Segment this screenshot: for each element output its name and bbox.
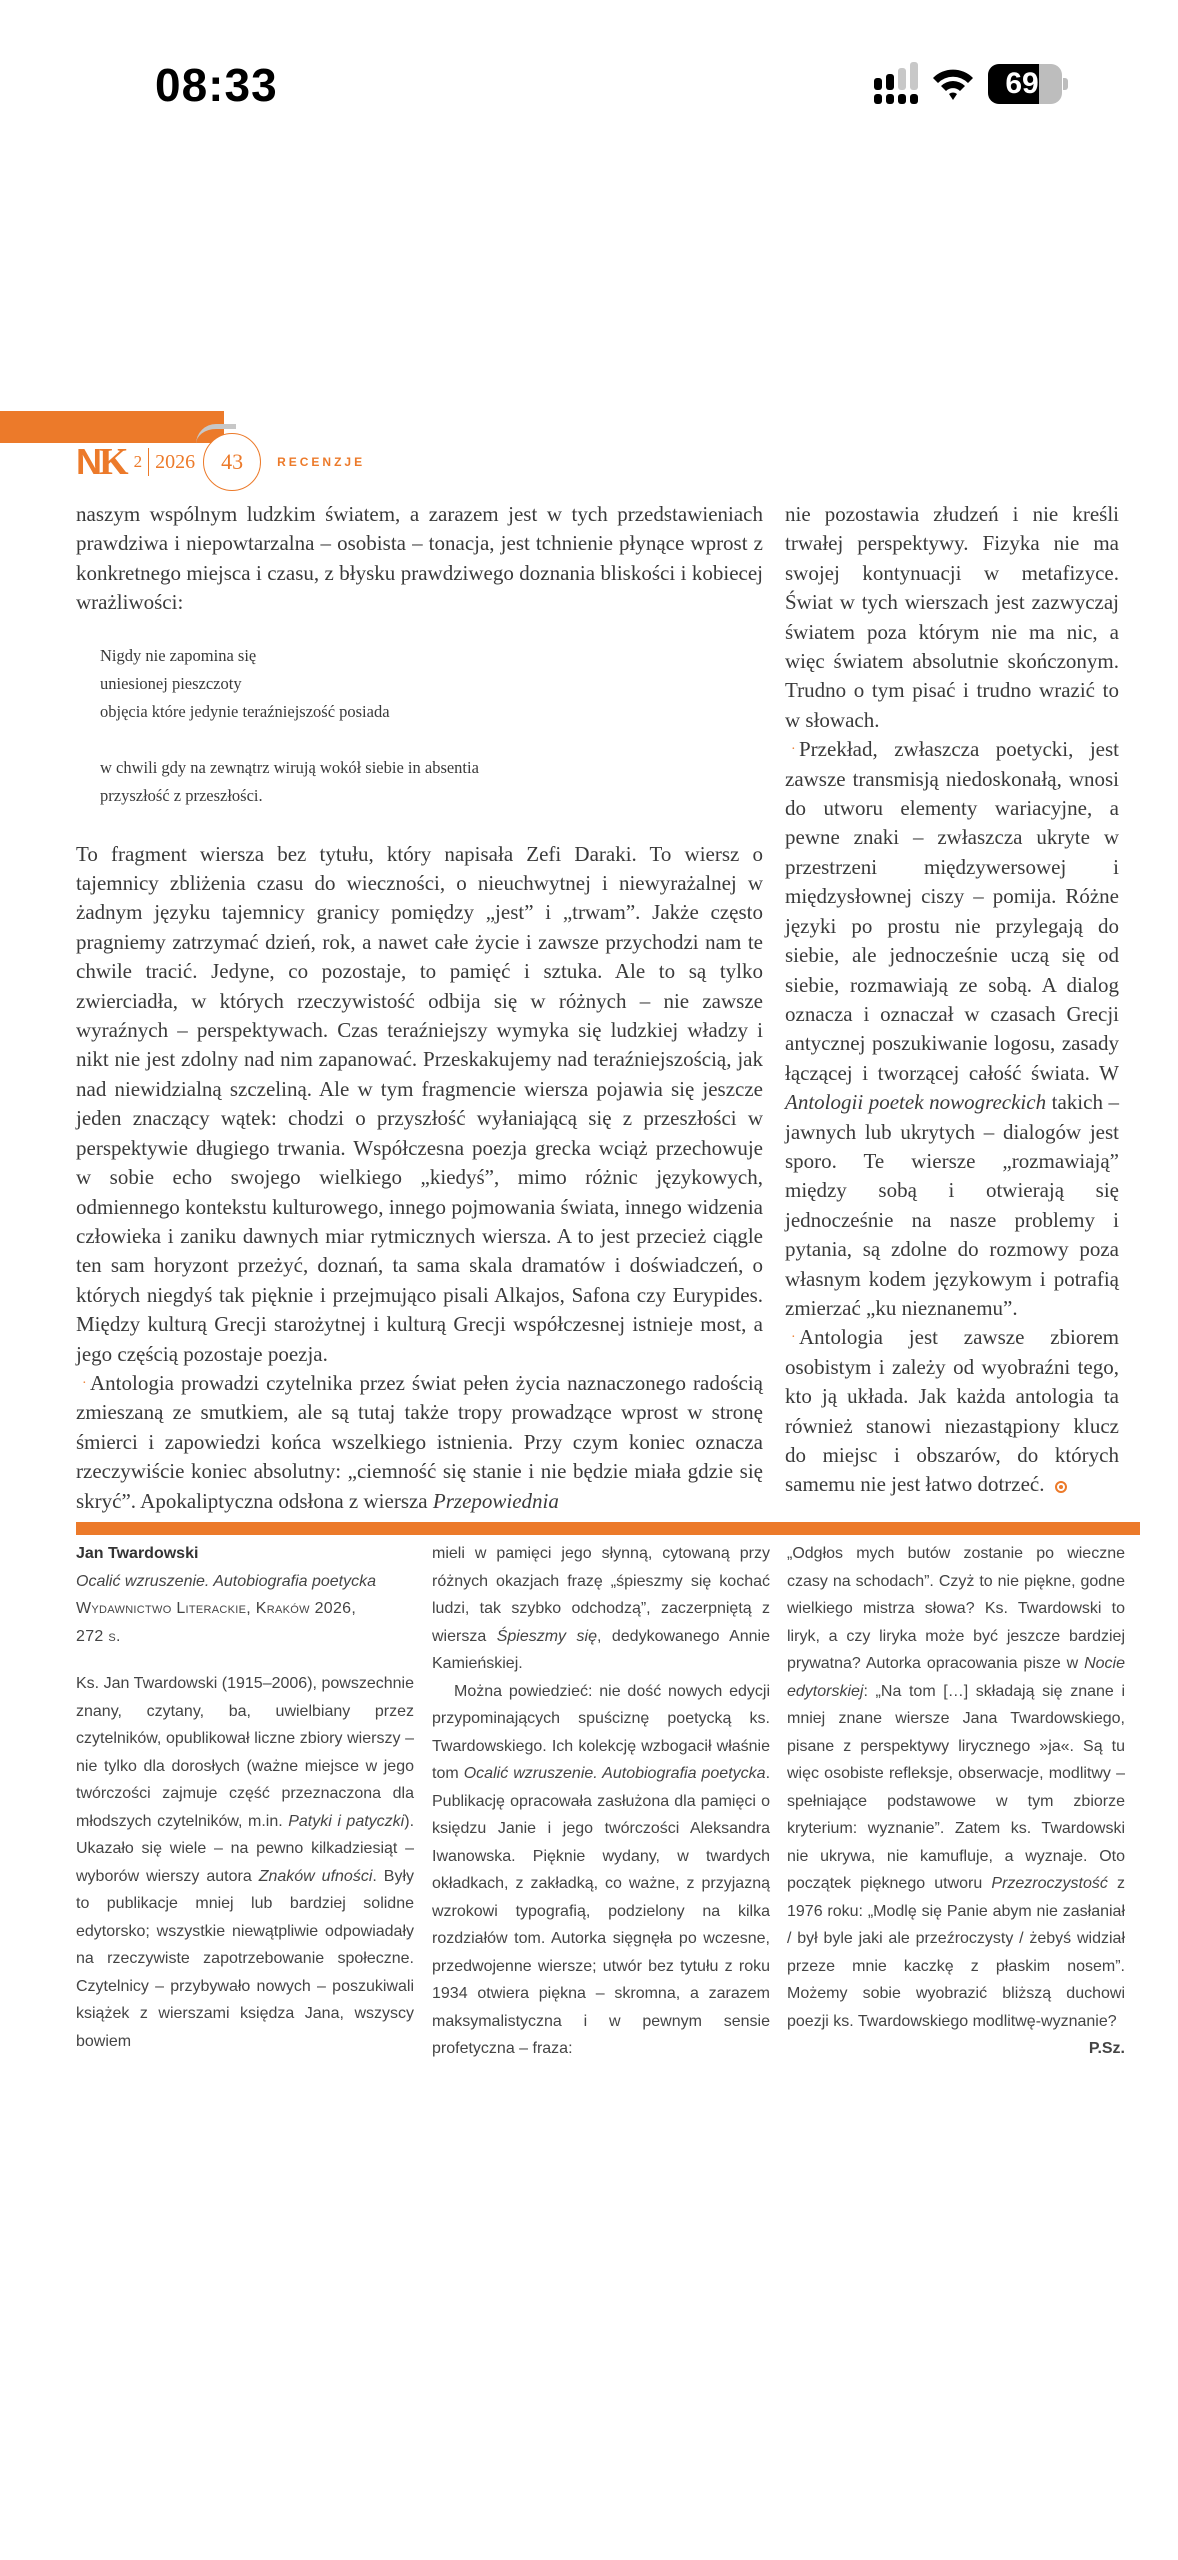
review-pages: 272 s. xyxy=(76,1627,121,1645)
battery-icon xyxy=(988,64,1068,104)
paragraph-marker-icon: · xyxy=(791,1330,796,1346)
poem-quote xyxy=(100,642,763,810)
book-title: Antologii poetek nowogreckich xyxy=(785,1090,1047,1115)
status-bar xyxy=(0,0,1178,170)
review-column-1 xyxy=(76,1540,414,2055)
issue-year: 2026 xyxy=(155,450,196,473)
poem-line: w chwili gdy na zewnątrz wirują wokół siebie in absentia xyxy=(100,757,479,777)
review-column-3 xyxy=(787,1540,1125,2063)
article-paragraph: nie pozostawia złudzeń i nie kreśli trwałej perspektywy. Fizyka nie ma swojej kontynuacji w metafizyce. Świat w tych wierszach jest zazwyczaj światem poza którym nie ma nic, a więc światem absolutnie skończonym. Trudno o tym pisać i trudno wrazić to w słowach. xyxy=(785,502,1119,732)
status-time: 08:33 xyxy=(155,59,278,111)
end-of-article-icon xyxy=(1055,1481,1067,1493)
review-paragraph: Można powiedzieć: nie dość nowych edycji przypominających spuściznę poetycką ks. Twardowskiego. Ich kolekcję wzbogacił właśnie tom Ocalić wzruszenie. Autobiografia poetycka. Publikację opracowała zasłużona dla pamięci o księdzu Janie i jego twórczości Aleksandra Iwanowska. Pięknie wydany, w twardych okładkach, z zakładką, co ważne, z przyjazną wzrokowi typografią, podzielony na kilka rozdziałów tom. Autorka sięgnęła po wczesne, przedwojenne wiersze; utwór bez tytułu z roku 1934 otwiera piękna – skromna, a zarazem maksymalistyczna i w pewnym sensie profetyczna – fraza: xyxy=(432,1682,771,2057)
article-paragraph: · Przekład, zwłaszcza poetycki, jest zawsze transmisją niedoskonałą, wnosi do utworu elementy wariacyjne, a pewne znaki – zwłaszcza ukryte w przestrzeni międzywersowej i międzysłownej ciszy – pomija. Różne języki po prostu nie przylegają do siebie, ale jednocześnie uczą się od siebie, rozmawiają ze sobą. A dialog oznacza i oznaczał w czasach Grecji antycznej poszukiwanie logosu, zasady łączącej i tworzącej całość świata. W Antologii poetek nowogreckich takich – jawnych lub ukrytych – dialogów jest sporo. Te wiersze „rozmawiają” między sobą i otwierają się jednocześnie na nasze problemy i pytania, są zdolne do rozmowy poza własnym kodem językowym i potrafią zmierzać „ku nieznanemu”. xyxy=(785,735,1119,1323)
review-paragraph: Ks. Jan Twardowski (1915–2006), powszechnie znany, czytany, ba, uwielbiany przez czytelników, opublikował liczne zbiory wierszy – nie tylko dla dorosłych (ważne miejsce w jego twórczości zajmuje część przeznaczona dla młodszych czytelników, m.in. Patyki i patyczki). Ukazało się wiele – na pewno kilkadziesiąt – wyborów wierszy autora Znaków ufności. Były to publikacje mniej lub bardziej solidne edytorsko; wszystkie niewątpliwie odpowiadały na rzeczywiste zapotrzebowanie społeczne. Czytelnicy – przybywało nowych – poszukiwali książek z wierszami księdza Jana, wszyscy bowiem xyxy=(76,1675,415,2050)
review-publisher: Wydawnictwo Literackie, Kraków 2026, xyxy=(76,1600,357,1617)
poem-title: Przepowiednia xyxy=(432,1488,559,1513)
article-intro: naszym wspólnym ludzkim światem, a zarazem jest w tych przedstawieniach prawdziwa i niepowtarzalna – osobista – tonacja, jest tchnienie płynące wprost z konkretnego miejsca i czasu, z błysku prawdziwego doznania bliskości i kobiecej wrażliwości: xyxy=(76,502,763,615)
wifi-icon xyxy=(930,64,976,104)
review-signature: P.Sz. xyxy=(1088,2040,1125,2057)
status-icons xyxy=(874,64,1068,104)
paragraph-marker-icon: · xyxy=(791,742,796,758)
poem-stanza-1 xyxy=(100,642,763,726)
section-divider xyxy=(76,1522,1140,1535)
article-right-column xyxy=(785,500,1119,1500)
article-paragraph: To fragment wiersza bez tytułu, który napisała Zefi Daraki. To wiersz o tajemnicy zbliżenia czasu do wieczności, o nieuchwytnej i niewyrażalnej w żadnym języku tajemnicy granicy pomiędzy „jest” i „trwam”. Jakże często pragniemy zatrzymać dzień, rok, a nawet całe życie i zawsze przychodzi nam te chwile tracić. Jedyne, co pozostaje, to pamięć i sztuka. Ale to są tylko zwierciadła, w których rzeczywistość odbija się w różnych – nie zawsze wyraźnych – perspektywach. Czas teraźniejszy wymyka się ludzkiej władzy i nikt nie jest zdolny nad nim zapanować. Przeskakujemy nad teraźniejszością, jak nad niewidzialną szczeliną. Ale w tym fragmencie wiersza pojawia się jeszcze jeden znaczący wątek: chodzi o przyszłość wyłaniającą się z przeszłości w perspektywie długiego trwania. Współczesna poezja grecka wciąż przechowuje w sobie echo swojego wielkiego „kiedyś”, mimo różnic językowych, odmiennego kontekstu kulturowego, innego pojmowania świata, innego widzenia człowieka i zaniku dawnych miar rytmicznych wiersza. A to jest przecież ciągle ten sam horyzont przeżyć, doznań, ta sama skala dramatów i doświadczeń, o których niegdyś tak pięknie i przejmująco pisali Alkajos, Safona czy Eurypides. Między kulturą Grecji starożytnej i kulturą Grecji współczesnej istnieje most, a jego częścią pozostaje poezja. xyxy=(76,841,763,1366)
page-number: 43 xyxy=(203,433,261,491)
review-column-2 xyxy=(432,1540,770,2063)
poem-stanza-2 xyxy=(100,754,763,810)
issue-separator xyxy=(148,448,149,476)
battery-percent: 69 xyxy=(1005,67,1039,100)
review-author: Jan Twardowski xyxy=(76,1545,199,1562)
review-paragraph: mieli w pamięci jego słynną, cytowaną przy różnych okazjach frazę „śpieszmy się kochać ludzi, tak szybko odchodzą”, zaczerpniętą z wiersza Śpieszmy się, dedykowanego Annie Kamieńskiej. xyxy=(432,1545,771,1672)
review-book-title: Ocalić wzruszenie. Autobiografia poetycka xyxy=(76,1572,376,1590)
section-label: RECENZJE xyxy=(277,455,366,469)
poem-line: Nigdy nie zapomina się xyxy=(100,645,257,665)
paragraph-marker-icon: · xyxy=(82,1375,87,1391)
poem-line: przyszłość z przeszłości. xyxy=(100,785,263,805)
poem-line: objęcia które jedynie teraźniejszość posiada xyxy=(100,701,390,721)
article-left-column xyxy=(76,500,763,1516)
poem-line: uniesionej pieszczoty xyxy=(100,673,242,693)
page-header xyxy=(76,437,365,487)
review-paragraph: „Odgłos mych butów zostanie po wieczne czasy na schodach”. Czyż to nie piękne, godne wielkiego mistrza słowa? Ks. Twardowski to liryk, a czy liryka może być jeszcze bardziej prywatna? Autorka opracowania pisze w Nocie edytorskiej: „Na tom […] składają się znane i mniej znane wiersze Jana Twardowskiego, pisane z perspektywy lirycznego »ja«. Są tu więc osobiste refleksje, obserwacje, modlitwy – spełniające podstawowe w tym zbiorze kryterium: wyznanie”. Zatem ks. Twardowski nie ukrywa, nie kamufluje, a wyznaje. Oto początek pięknego utworu Przezroczystość z 1976 roku: „Modlę się Panie abym nie zasłaniał / był byle jaki ale przeźroczysty / żebyś widział przeze mnie kaczkę z płaskim nosem”. Możemy sobie wyobrazić bliższą duchowi poezji ks. Twardowskiego modlitwę-wyznanie? P.Sz. xyxy=(787,1540,1125,2035)
magazine-logo: NK xyxy=(76,441,126,483)
article-paragraph: · Antologia jest zawsze zbiorem osobistym i zależy od wyobraźni tego, kto ją układa. Jak każda antologia ta również stanowi niezastąpiony klucz do miejsc i obszarów, do których samemu nie jest łatwo dotrzeć. xyxy=(785,1323,1119,1499)
article-paragraph: · Antologia prowadzi czytelnika przez świat pełen życia naznaczonego radością zmieszaną ze smutkiem, ale są tutaj także tropy prowadzące wprost w stronę śmierci i zapowiedzi końca wszelkiego istnienia. Przy czym koniec oznacza rzeczywiście koniec absolutny: „ciemność się stanie i nie będzie miała gdzie się skryć”. Apokaliptyczna odsłona z wiersza Przepowiednia xyxy=(76,1369,763,1516)
cellular-signal-icon xyxy=(874,64,918,104)
issue-number: 2 xyxy=(133,452,143,471)
